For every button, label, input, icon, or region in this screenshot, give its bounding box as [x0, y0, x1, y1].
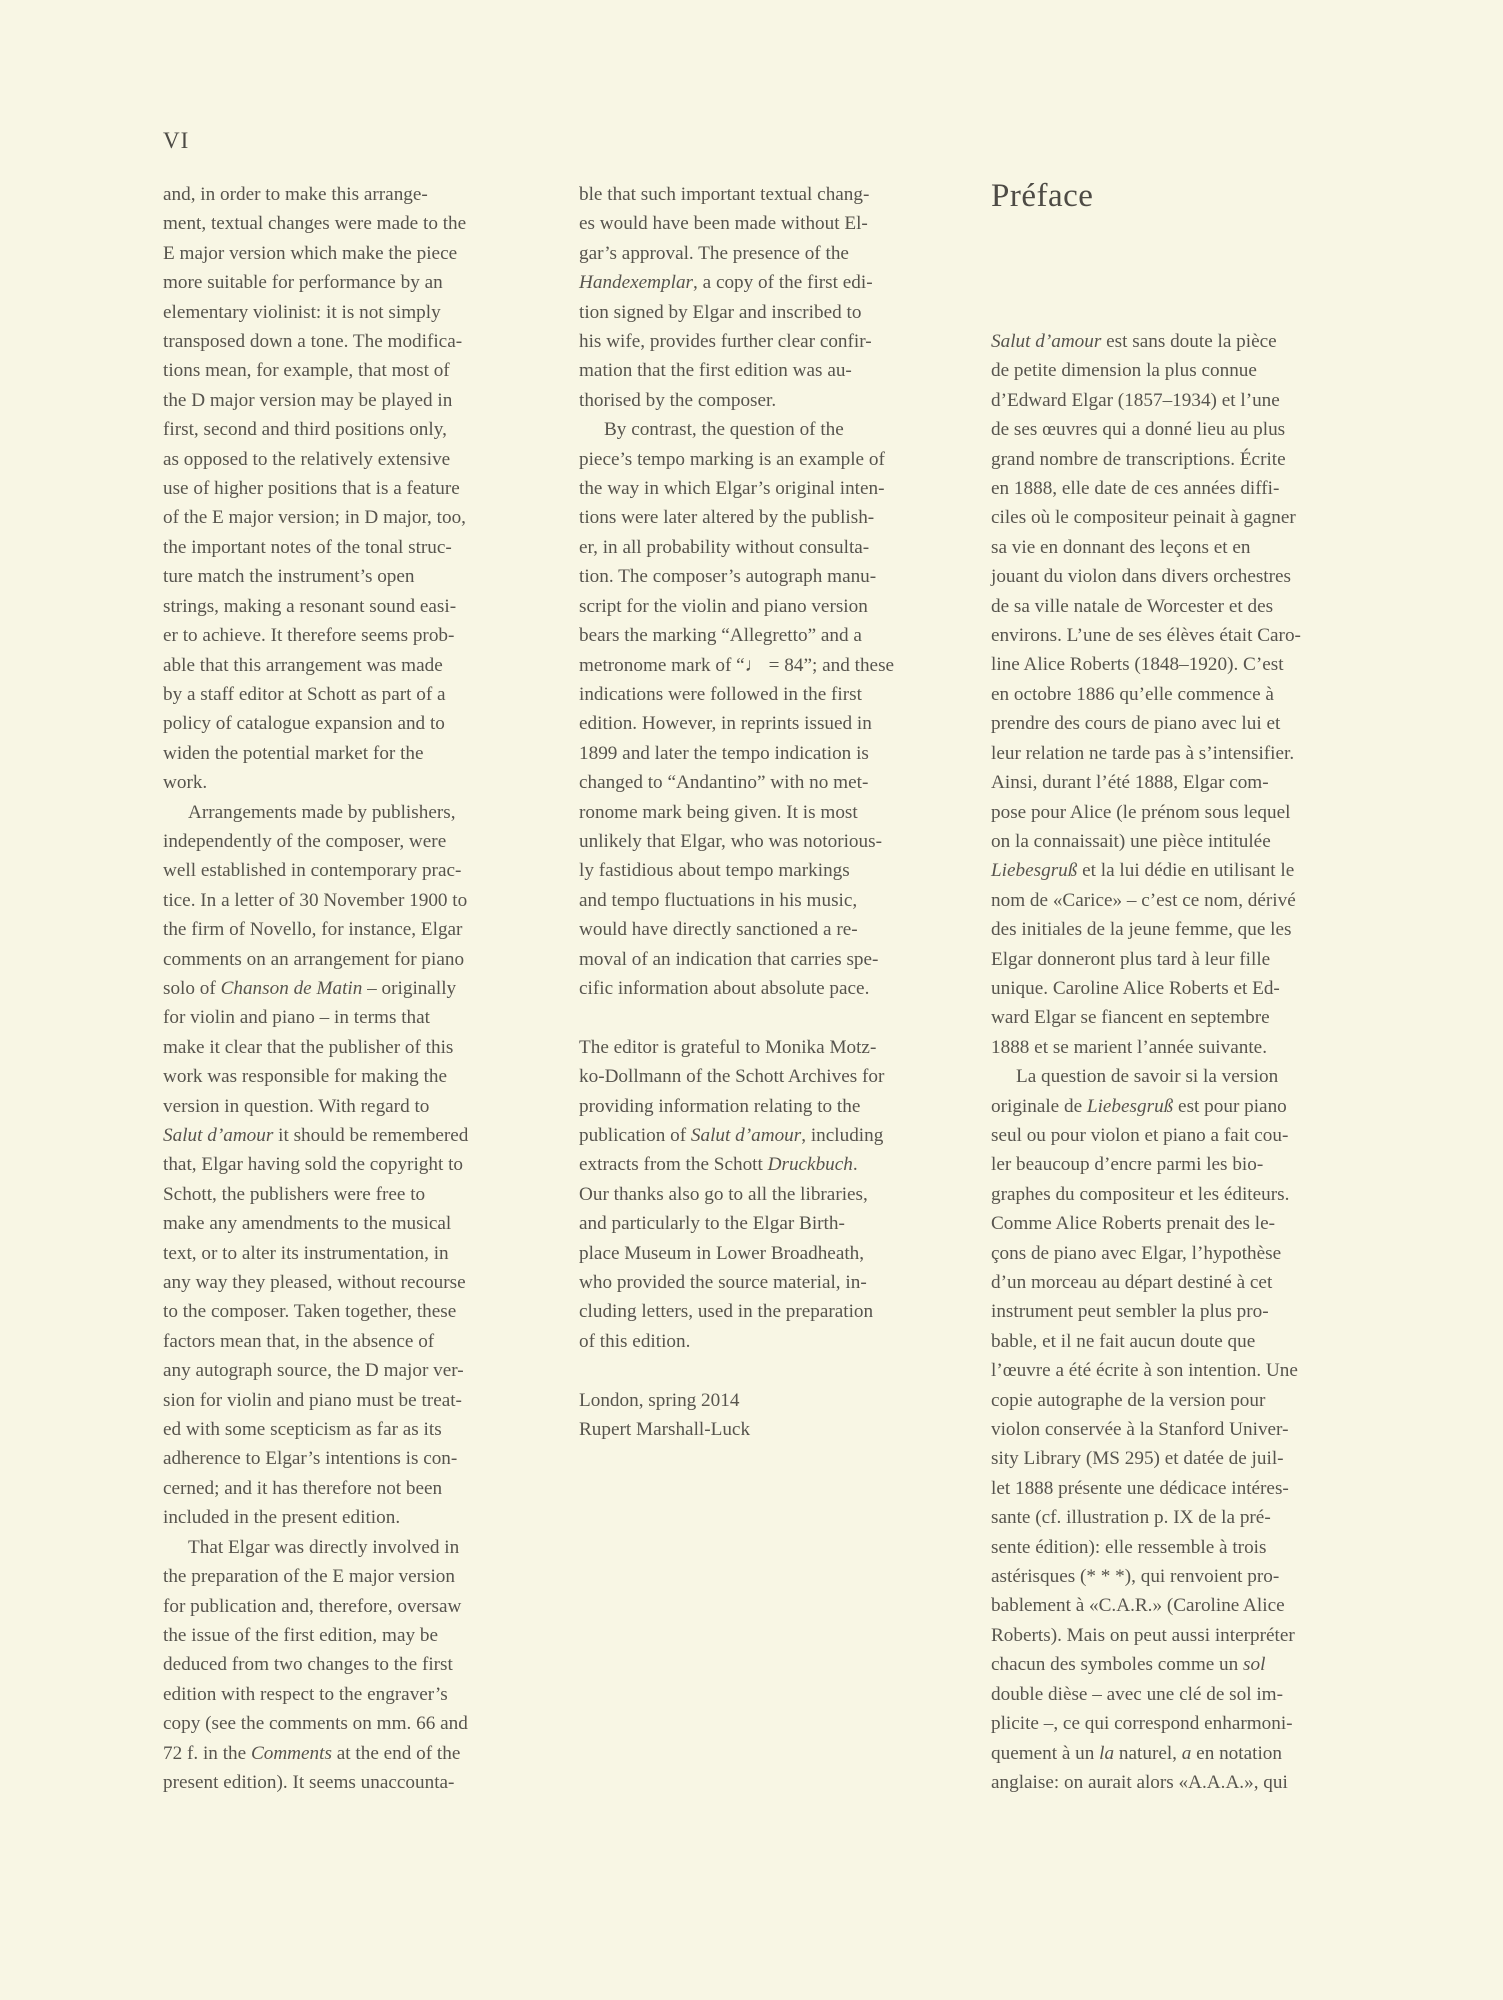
- text-line: comments on an arrangement for piano: [163, 948, 465, 970]
- text-line: well established in contemporary prac-: [163, 860, 462, 882]
- text-line: ed with some scepticism as far as its: [163, 1419, 442, 1441]
- text-line: work was responsible for making the: [163, 1066, 448, 1088]
- text-line: the way in which Elgar’s original inten-: [579, 478, 885, 500]
- text-line: 1888 et se marient l’année suivante.: [991, 1036, 1267, 1058]
- text-line: ment, textual changes were made to the: [163, 213, 467, 235]
- paragraph: [991, 327, 1383, 1062]
- paragraph: [163, 180, 555, 798]
- text-line: London, spring 2014: [579, 1389, 740, 1411]
- text-line: 1899 and later the tempo indication is: [579, 742, 869, 764]
- text-line: changed to “Andantino” with no met-: [579, 772, 869, 794]
- text-line: originale de Liebesgruß est pour piano: [991, 1095, 1287, 1117]
- text-line: Handexemplar, a copy of the first edi-: [579, 272, 873, 294]
- page-number: VI: [163, 128, 190, 153]
- text-line: transposed down a tone. The modifica-: [163, 331, 463, 353]
- paragraph: [163, 1533, 555, 1798]
- text-line: 72 f. in the Comments at the end of the: [163, 1742, 461, 1764]
- text-column-2: [579, 180, 971, 1444]
- text-line: plicite –, ce qui correspond enharmoni-: [991, 1713, 1293, 1735]
- text-line: tice. In a letter of 30 November 1900 to: [163, 889, 468, 911]
- text-line: Roberts). Mais on peut aussi interpréter: [991, 1624, 1295, 1646]
- text-line: Rupert Marshall-Luck: [579, 1419, 751, 1441]
- text-line: the firm of Novello, for instance, Elgar: [163, 919, 463, 941]
- text-line: cific information about absolute pace.: [579, 977, 870, 999]
- text-line: de sa ville natale de Worcester et des: [991, 595, 1274, 617]
- text-line: present edition). It seems unaccounta-: [163, 1771, 455, 1793]
- text-line: de petite dimension la plus connue: [991, 360, 1257, 382]
- text-line: the issue of the first edition, may be: [163, 1624, 438, 1646]
- text-line: copie autographe de la version pour: [991, 1389, 1266, 1411]
- text-line: use of higher positions that is a feature: [163, 478, 460, 500]
- text-line: make any amendments to the musical: [163, 1213, 452, 1235]
- text-line: double dièse – avec une clé de sol im-: [991, 1683, 1283, 1705]
- text-line: pose pour Alice (le prénom sous lequel: [991, 801, 1291, 823]
- text-line: to the composer. Taken together, these: [163, 1301, 457, 1323]
- text-line: the preparation of the E major version: [163, 1566, 455, 1588]
- text-line: thorised by the composer.: [579, 389, 777, 411]
- text-line: Ainsi, durant l’été 1888, Elgar com-: [991, 772, 1269, 794]
- text-line: strings, making a resonant sound easi-: [163, 595, 457, 617]
- text-line: La question de savoir si la version: [1016, 1066, 1279, 1088]
- text-line: line Alice Roberts (1848–1920). C’est: [991, 654, 1284, 676]
- text-line: ler beaucoup d’encre parmi les bio-: [991, 1154, 1264, 1176]
- text-line: that, Elgar having sold the copyright to: [163, 1154, 464, 1176]
- text-line: de ses œuvres qui a donné lieu au plus: [991, 419, 1286, 441]
- text-column-3: [991, 327, 1383, 1797]
- text-line: indications were followed in the first: [579, 683, 862, 705]
- text-line: and tempo fluctuations in his music,: [579, 889, 858, 911]
- text-line: sion for violin and piano must be treat-: [163, 1389, 462, 1411]
- text-line: piece’s tempo marking is an example of: [579, 448, 885, 470]
- text-line: extracts from the Schott Druckbuch.: [579, 1154, 858, 1176]
- text-line: his wife, provides further clear confir-: [579, 331, 872, 353]
- text-line: sa vie en donnant des leçons et en: [991, 536, 1251, 558]
- text-line: er to achieve. It therefore seems prob-: [163, 625, 455, 647]
- text-line: widen the potential market for the: [163, 742, 424, 764]
- text-line: er, in all probability without consulta-: [579, 536, 870, 558]
- text-line: for publication and, therefore, oversaw: [163, 1595, 462, 1617]
- text-line: leur relation ne tarde pas à s’intensifier.: [991, 742, 1295, 764]
- text-line: unlikely that Elgar, who was notorious-: [579, 830, 882, 852]
- text-line: By contrast, the question of the: [604, 419, 844, 441]
- text-line: solo of Chanson de Matin – originally: [163, 977, 457, 999]
- text-line: place Museum in Lower Broadheath,: [579, 1242, 865, 1264]
- text-line: of the E major version; in D major, too,: [163, 507, 466, 529]
- text-line: script for the violin and piano version: [579, 595, 868, 617]
- text-line: That Elgar was directly involved in: [188, 1536, 460, 1558]
- section-heading: Préface: [991, 178, 1094, 214]
- text-line: cluding letters, used in the preparation: [579, 1301, 874, 1323]
- text-line: E major version which make the piece: [163, 242, 458, 264]
- text-line: on la connaissait) une pièce intitulée: [991, 830, 1271, 852]
- text-line: ture match the instrument’s open: [163, 566, 415, 588]
- text-line: tions were later altered by the publish-: [579, 507, 875, 529]
- text-line: would have directly sanctioned a re-: [579, 919, 858, 941]
- text-line: anglaise: on aurait alors «A.A.A.», qui: [991, 1771, 1288, 1793]
- text-line: grand nombre de transcriptions. Écrite: [991, 448, 1286, 470]
- text-line: factors mean that, in the absence of: [163, 1330, 435, 1352]
- text-line: copy (see the comments on mm. 66 and: [163, 1713, 468, 1735]
- text-line: Comme Alice Roberts prenait des le-: [991, 1213, 1276, 1235]
- text-line: the important notes of the tonal struc-: [163, 536, 452, 558]
- text-line: es would have been made without El-: [579, 213, 868, 235]
- text-line: more suitable for performance by an: [163, 272, 443, 294]
- text-line: tion. The composer’s autograph manu-: [579, 566, 877, 588]
- text-line: ble that such important textual chang-: [579, 184, 870, 205]
- text-line: ly fastidious about tempo markings: [579, 860, 850, 882]
- text-line: mation that the first edition was au-: [579, 360, 852, 382]
- paragraph: [579, 1033, 971, 1356]
- text-line: Elgar donneront plus tard à leur fille: [991, 948, 1271, 970]
- paragraph: [163, 798, 555, 1533]
- text-line: The editor is grateful to Monika Motz-: [579, 1036, 877, 1058]
- text-line: work.: [163, 772, 208, 794]
- text-line: edition. However, in reprints issued in: [579, 713, 872, 735]
- text-line: any autograph source, the D major ver-: [163, 1360, 464, 1382]
- text-line: version in question. With regard to: [163, 1095, 430, 1117]
- paragraph: [579, 1386, 971, 1445]
- text-line: cerned; and it has therefore not been: [163, 1477, 443, 1499]
- paragraph: [579, 180, 971, 415]
- text-line: l’œuvre a été écrite à son intention. Une: [991, 1360, 1298, 1382]
- text-line: Arrangements made by publishers,: [188, 801, 456, 823]
- text-column-1: [163, 180, 555, 1797]
- text-line: tion signed by Elgar and inscribed to: [579, 301, 862, 323]
- text-line: deduced from two changes to the first: [163, 1654, 453, 1676]
- text-line: make it clear that the publisher of this: [163, 1036, 454, 1058]
- text-line: edition with respect to the engraver’s: [163, 1683, 448, 1705]
- text-line: and particularly to the Elgar Birth-: [579, 1213, 845, 1235]
- text-line: astérisques (* * *), qui renvoient pro-: [991, 1566, 1280, 1588]
- text-line: elementary violinist: it is not simply: [163, 301, 441, 323]
- text-line: quement à un la naturel, a en notation: [991, 1742, 1282, 1764]
- text-line: metronome mark of “♩ = 84”; and these: [579, 654, 895, 676]
- text-line: ronome mark being given. It is most: [579, 801, 858, 823]
- text-line: Our thanks also go to all the libraries,: [579, 1183, 868, 1205]
- text-line: providing information relating to the: [579, 1095, 861, 1117]
- text-line: who provided the source material, in-: [579, 1272, 867, 1294]
- text-line: des initiales de la jeune femme, que les: [991, 919, 1292, 941]
- text-line: adherence to Elgar’s intentions is con-: [163, 1448, 458, 1470]
- text-line: first, second and third positions only,: [163, 419, 447, 441]
- text-line: sente édition): elle ressemble à trois: [991, 1536, 1267, 1558]
- text-line: included in the present edition.: [163, 1507, 401, 1529]
- text-line: jouant du violon dans divers orchestres: [991, 566, 1292, 588]
- text-line: for violin and piano – in terms that: [163, 1007, 430, 1029]
- text-line: d’un morceau au départ destiné à cet: [991, 1272, 1273, 1293]
- text-line: bears the marking “Allegretto” and a: [579, 625, 862, 647]
- text-line: çons de piano avec Elgar, l’hypothèse: [991, 1242, 1282, 1264]
- text-line: chacun des symboles comme un sol: [991, 1654, 1266, 1676]
- text-line: nom de «Carice» – c’est ce nom, dérivé: [991, 889, 1296, 911]
- paragraph: [579, 415, 971, 1003]
- text-line: ko-Dollmann of the Schott Archives for: [579, 1066, 885, 1088]
- text-line: instrument peut sembler la plus pro-: [991, 1301, 1269, 1323]
- text-line: violon conservée à la Stanford Univer-: [991, 1419, 1289, 1441]
- text-line: d’Edward Elgar (1857–1934) et l’une: [991, 389, 1280, 411]
- paragraph: [991, 1062, 1383, 1797]
- text-line: sante (cf. illustration p. IX de la pré-: [991, 1507, 1271, 1529]
- text-line: Liebesgruß et la lui dédie en utilisant le: [991, 860, 1295, 882]
- text-line: tions mean, for example, that most of: [163, 360, 450, 382]
- text-line: gar’s approval. The presence of the: [579, 242, 849, 264]
- text-line: by a staff editor at Schott as part of a: [163, 683, 446, 705]
- text-line: of this edition.: [579, 1330, 691, 1352]
- text-line: let 1888 présente une dédicace intéres-: [991, 1477, 1289, 1499]
- text-line: unique. Caroline Alice Roberts et Ed-: [991, 977, 1280, 999]
- text-line: graphes du compositeur et les éditeurs.: [991, 1183, 1290, 1205]
- text-line: en octobre 1886 qu’elle commence à: [991, 683, 1274, 705]
- text-line: moval of an indication that carries spe-: [579, 948, 879, 970]
- text-line: text, or to alter its instrumentation, in: [163, 1242, 449, 1264]
- text-line: Schott, the publishers were free to: [163, 1183, 426, 1205]
- text-line: and, in order to make this arrange-: [163, 184, 428, 205]
- text-line: publication of Salut d’amour, including: [579, 1124, 884, 1146]
- text-line: able that this arrangement was made: [163, 654, 443, 676]
- text-line: seul ou pour violon et piano a fait cou-: [991, 1124, 1289, 1146]
- text-line: Salut d’amour it should be remembered: [163, 1125, 469, 1146]
- text-line: independently of the composer, were: [163, 830, 447, 852]
- text-line: policy of catalogue expansion and to: [163, 713, 445, 735]
- text-line: prendre des cours de piano avec lui et: [991, 713, 1281, 735]
- text-line: Salut d’amour est sans doute la pièce: [991, 331, 1277, 352]
- text-line: en 1888, elle date de ces années diffi-: [991, 478, 1280, 500]
- text-line: bable, et il ne fait aucun doute que: [991, 1330, 1256, 1352]
- text-line: bablement à «C.A.R.» (Caroline Alice: [991, 1595, 1285, 1617]
- text-line: environs. L’une de ses élèves était Caro-: [991, 625, 1301, 647]
- text-line: any way they pleased, without recourse: [163, 1272, 466, 1294]
- text-line: ward Elgar se fiancent en septembre: [991, 1007, 1270, 1029]
- text-line: ciles où le compositeur peinait à gagner: [991, 507, 1296, 529]
- text-line: the D major version may be played in: [163, 389, 453, 411]
- text-line: as opposed to the relatively extensive: [163, 448, 451, 470]
- text-line: sity Library (MS 295) et datée de juil-: [991, 1448, 1284, 1470]
